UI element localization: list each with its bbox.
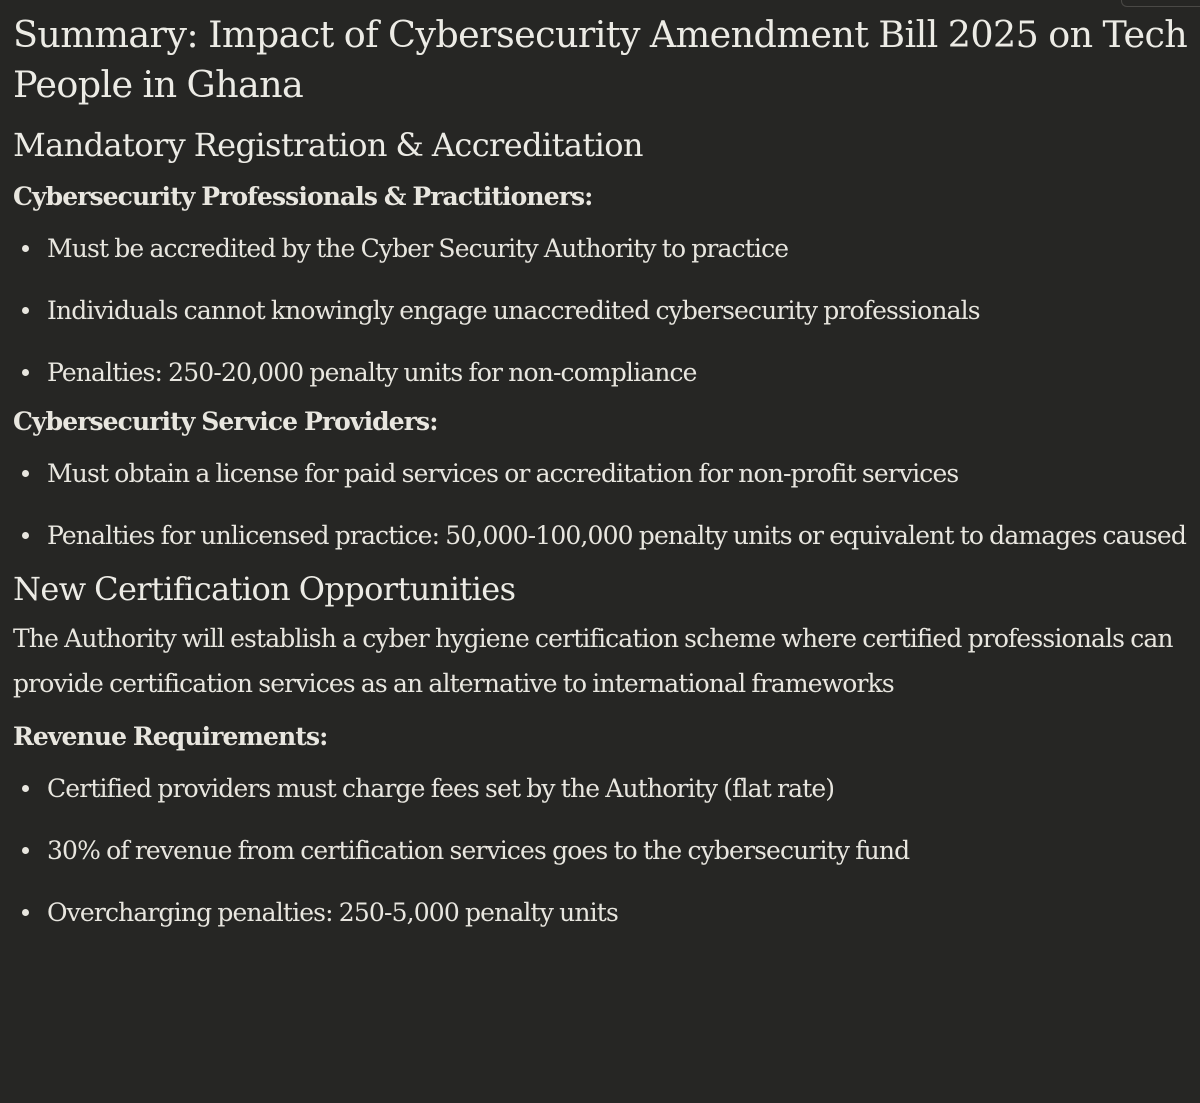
list-item (13, 288, 1197, 333)
section-heading-certification: New Certification Opportunities (13, 570, 516, 608)
list-item-text: Penalties for unlicensed practice: 50,000-100,000 penalty units or equivalent to damages caused (47, 521, 1187, 550)
list-item-text: Must be accredited by the Cyber Security Authority to practice (47, 234, 789, 263)
list-item-text: Must obtain a license for paid services or accreditation for non-profit services (47, 459, 959, 488)
bullet-icon (22, 369, 29, 376)
list-item-text: Penalties: 250-20,000 penalty units for non-compliance (47, 358, 697, 387)
subheading-professionals: Cybersecurity Professionals & Practitioners: (13, 182, 593, 211)
bullet-icon (22, 909, 29, 916)
list-item-text: Individuals cannot knowingly engage unaccredited cybersecurity professionals (47, 296, 980, 325)
list-item-text: Overcharging penalties: 250-5,000 penalty units (47, 898, 618, 927)
subheading-revenue: Revenue Requirements: (13, 722, 328, 751)
subheading-service-providers: Cybersecurity Service Providers: (13, 407, 438, 436)
service-providers-list (13, 451, 1193, 558)
panel-corner-divider (1121, 0, 1200, 7)
list-item (13, 828, 1197, 873)
list-item (13, 350, 1197, 395)
document-body (13, 10, 1193, 935)
bullet-icon (22, 785, 29, 792)
list-item (13, 513, 1197, 558)
section-heading-registration: Mandatory Registration & Accreditation (13, 126, 643, 164)
bullet-icon (22, 847, 29, 854)
list-item (13, 890, 1197, 935)
list-item (13, 766, 1197, 811)
bullet-icon (22, 532, 29, 539)
revenue-list (13, 766, 1193, 935)
list-item-text: 30% of revenue from certification services goes to the cybersecurity fund (47, 836, 910, 865)
bullet-icon (22, 245, 29, 252)
professionals-list (13, 226, 1193, 395)
page-title: Summary: Impact of Cybersecurity Amendment Bill 2025 on Tech People in Ghana (13, 13, 1188, 106)
list-item-text: Certified providers must charge fees set by the Authority (flat rate) (47, 774, 835, 803)
list-item (13, 226, 1197, 271)
bullet-icon (22, 307, 29, 314)
bullet-icon (22, 470, 29, 477)
certification-paragraph: The Authority will establish a cyber hygiene certification scheme where certified professionals can provide certification services as an alternative to international frameworks (13, 624, 1173, 698)
list-item (13, 451, 1197, 496)
